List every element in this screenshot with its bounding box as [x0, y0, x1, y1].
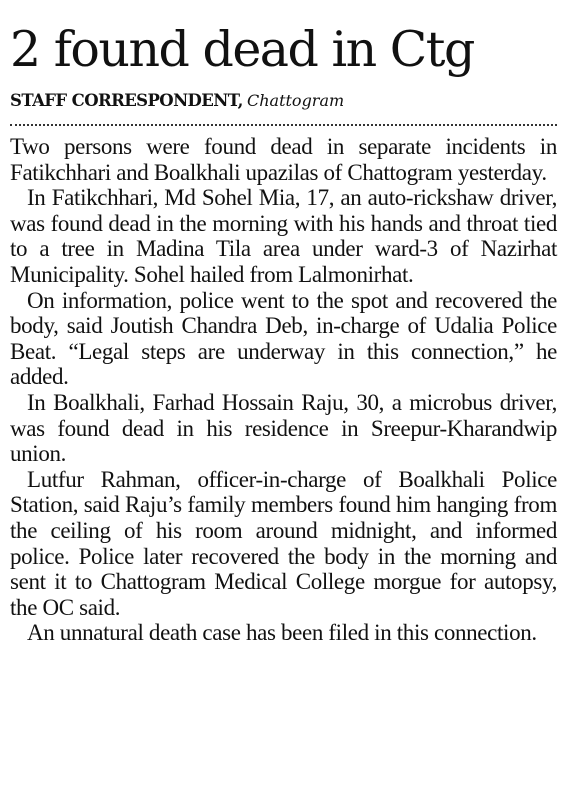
paragraph-2: In Fatikchhari, Md Sohel Mia, 17, an auto-rickshaw driver, was found dead in the morning with his hands and throat tied to a tree in Madina Tila area under ward-3 of Nazirhat Municipality. Sohel hailed from Lalmonirhat. [10, 185, 557, 287]
article-body [10, 134, 557, 646]
byline-location: Chattogram [246, 91, 345, 110]
paragraph-3: On information, police went to the spot and recovered the body, said Joutish Chandra Deb, in-charge of Udalia Police Beat. “Legal steps are underway in this connection,” he added. [10, 287, 557, 390]
news-article [10, 0, 557, 646]
headline: 2 found dead in Ctg [10, 21, 474, 78]
paragraph-4: In Boalkhali, Farhad Hossain Raju, 30, a microbus driver, was found dead in his residence in Sreepur-Kharandwip union. [10, 389, 557, 467]
byline-author: STAFF CORRESPONDENT, [10, 91, 243, 110]
paragraph-5: Lutfur Rahman, officer-in-charge of Boalkhali Police Station, said Raju’s family members found him hanging from the ceiling of his room around midnight, and informed police. Police later recovered the body in the morning and sent it to Chattogram Medical College morgue for autopsy, the OC said. [10, 466, 557, 620]
byline [10, 90, 557, 112]
dotted-divider [10, 124, 557, 126]
paragraph-1: Two persons were found dead in separate incidents in Fatikchhari and Boalkhali upazilas of Chattogram yesterday. [10, 134, 557, 185]
paragraph-6: An unnatural death case has been filed in this connection. [27, 620, 537, 646]
